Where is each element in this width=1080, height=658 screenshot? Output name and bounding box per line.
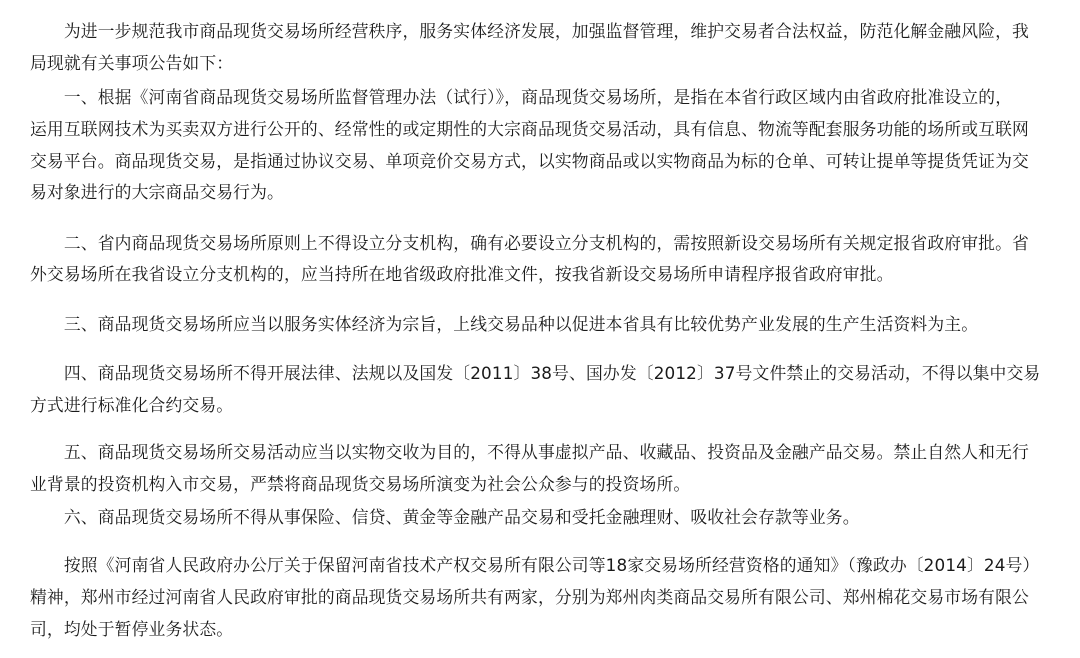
text-line: 外交易场所在我省设立分支机构的，应当持所在地省级政府批准文件，按我省新设交易场所申请程序报省政府审批。 xyxy=(30,264,894,284)
text-line: 司，均处于暂停业务状态。 xyxy=(30,619,234,639)
text-line: 为进一步规范我市商品现货交易场所经营秩序，服务实体经济发展，加强监督管理，维护交易者合法权益，防范化解金融风险，我 xyxy=(30,21,1029,41)
text-line: 交易平台。商品现货交易，是指通过协议交易、单项竞价交易方式，以实物商品或以实物商品为标的仓单、可转让提单等提货凭证为交 xyxy=(30,151,1029,171)
text-line: 易对象进行的大宗商品交易行为。 xyxy=(30,182,284,202)
text-line: 一、根据《河南省商品现货交易场所监督管理办法（试行）》，商品现货交易场所，是指在本省行政区域内由省政府批准设立的， xyxy=(30,87,1013,107)
text-line: 四、商品现货交易场所不得开展法律、法规以及国发〔2011〕38号、国办发〔2012〕37号文件禁止的交易活动，不得以集中交易 xyxy=(30,363,1041,383)
text-line: 五、商品现货交易场所交易活动应当以实物交收为目的，不得从事虚拟产品、收藏品、投资品及金融产品交易。禁止自然人和无行 xyxy=(30,442,1029,462)
text-line: 三、商品现货交易场所应当以服务实体经济为宗旨，上线交易品种以促进本省具有比较优势产业发展的生产生活资料为主。 xyxy=(30,314,979,334)
text-line: 局现就有关事项公告如下： xyxy=(30,53,234,73)
text-line: 按照《河南省人民政府办公厅关于保留河南省技术产权交易所有限公司等18家交易场所经营资格的通知》（豫政办〔2014〕24号） xyxy=(30,555,1040,575)
text-line: 精神，郑州市经过河南省人民政府审批的商品现货交易场所共有两家，分别为郑州肉类商品交易所有限公司、郑州棉花交易市场有限公 xyxy=(30,587,1029,607)
text-line: 方式进行标准化合约交易。 xyxy=(30,395,234,415)
text-line: 六、商品现货交易场所不得从事保险、信贷、黄金等金融产品交易和受托金融理财、吸收社会存款等业务。 xyxy=(30,507,860,527)
text-line: 运用互联网技术为买卖双方进行公开的、经常性的或定期性的大宗商品现货交易活动，具有信息、物流等配套服务功能的场所或互联网 xyxy=(30,119,1029,139)
text-line: 业背景的投资机构入市交易，严禁将商品现货交易场所演变为社会公众参与的投资场所。 xyxy=(30,474,691,494)
text-line: 二、省内商品现货交易场所原则上不得设立分支机构，确有必要设立分支机构的，需按照新设交易场所有关规定报省政府审批。省 xyxy=(30,233,1029,253)
